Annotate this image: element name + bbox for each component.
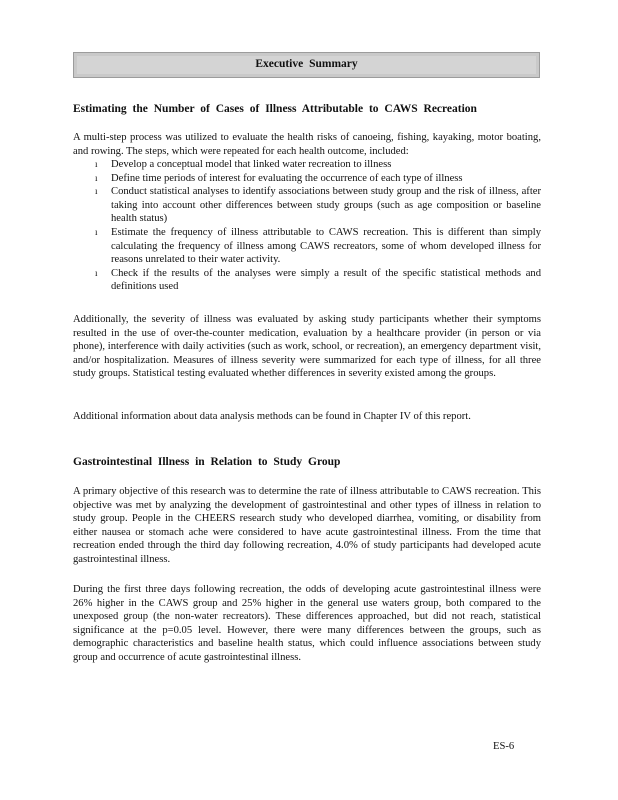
executive-summary-banner [73,52,540,78]
additional-info-paragraph: Additional information about data analysis methods can be found in Chapter IV of this report. [73,411,471,422]
list-item [73,267,541,294]
list-item-text: Define time periods of interest for evaluating the occurrence of each type of illness [111,172,463,184]
list-item-text: Estimate the frequency of illness attributable to CAWS recreation. This is different than simply calculating the frequency of illness among CAWS recreators, some of whom developed illness for reasons unrelated to their water activity. [111,226,541,266]
list-item-text: Check if the results of the analyses were simply a result of the specific statistical methods and definitions used [111,267,541,293]
list-item [73,226,541,267]
banner-title: Executive Summary [255,58,358,70]
list-item [73,185,541,226]
list-item [73,172,541,186]
bullet-icon: ı [95,172,98,183]
list-item [73,158,541,172]
bullet-icon: ı [95,159,98,169]
list-item-text: Conduct statistical analyses to identify associations between study group and the risk of illness, after taking into account other differences between study groups (such as age composition or baseline health status) [111,186,541,225]
bullet-icon: ı [95,267,98,278]
first-three-days-paragraph: During the first three days following recreation, the odds of developing acute gastrointestinal illness were 26% higher in the CAWS group and 25% higher in the general use waters group, both compared to the unexposed group (the non-water recreators). These differences approached, but did not reach, statistical significance at the p=0.05 level. However, there were many differences between the groups, such as demographic characteristics and baseline health status, which could influence associations between study group and occurrence of acute gastrointestinal illness. [73,584,541,663]
section-heading-estimating: Estimating the Number of Cases of Illness Attributable to CAWS Recreation [73,103,477,115]
bullet-icon: ı [95,226,98,237]
page-number: ES-6 [493,741,515,752]
severity-paragraph: Additionally, the severity of illness was evaluated by asking study participants whether their symptoms resulted in the use of over-the-counter medication, evaluation by a healthcare provider (in person or via phone), interference with daily activities (such as work, school, or recreation), an emergency department visit, and/or hospitalization. Measures of illness severity were summarized for each type of illness, for all three study groups. Statistical testing evaluated whether differences in severity existed among the groups. [73,314,541,380]
primary-objective-paragraph: A primary objective of this research was to determine the rate of illness attributable to CAWS recreation. This objective was met by analyzing the development of gastrointestinal and other types of illness in relation to study group. People in the CHEERS research study who developed diarrhea, vomiting, or disability from either nausea or stomach ache were considered to have acute gastrointestinal illness. From the time that recreation ended through the third day following recreation, 4.0% of study participants had developed acute gastrointestinal illness. [73,486,541,565]
section-heading-gastrointestinal: Gastrointestinal Illness in Relation to Study Group [73,456,341,468]
steps-list [73,158,541,294]
list-item-text: Develop a conceptual model that linked water recreation to illness [111,159,392,170]
bullet-icon: ı [95,186,98,197]
intro-paragraph: A multi-step process was utilized to evaluate the health risks of canoeing, fishing, kayaking, motor boating, and rowing. The steps, which were repeated for each health outcome, included: [73,132,541,157]
